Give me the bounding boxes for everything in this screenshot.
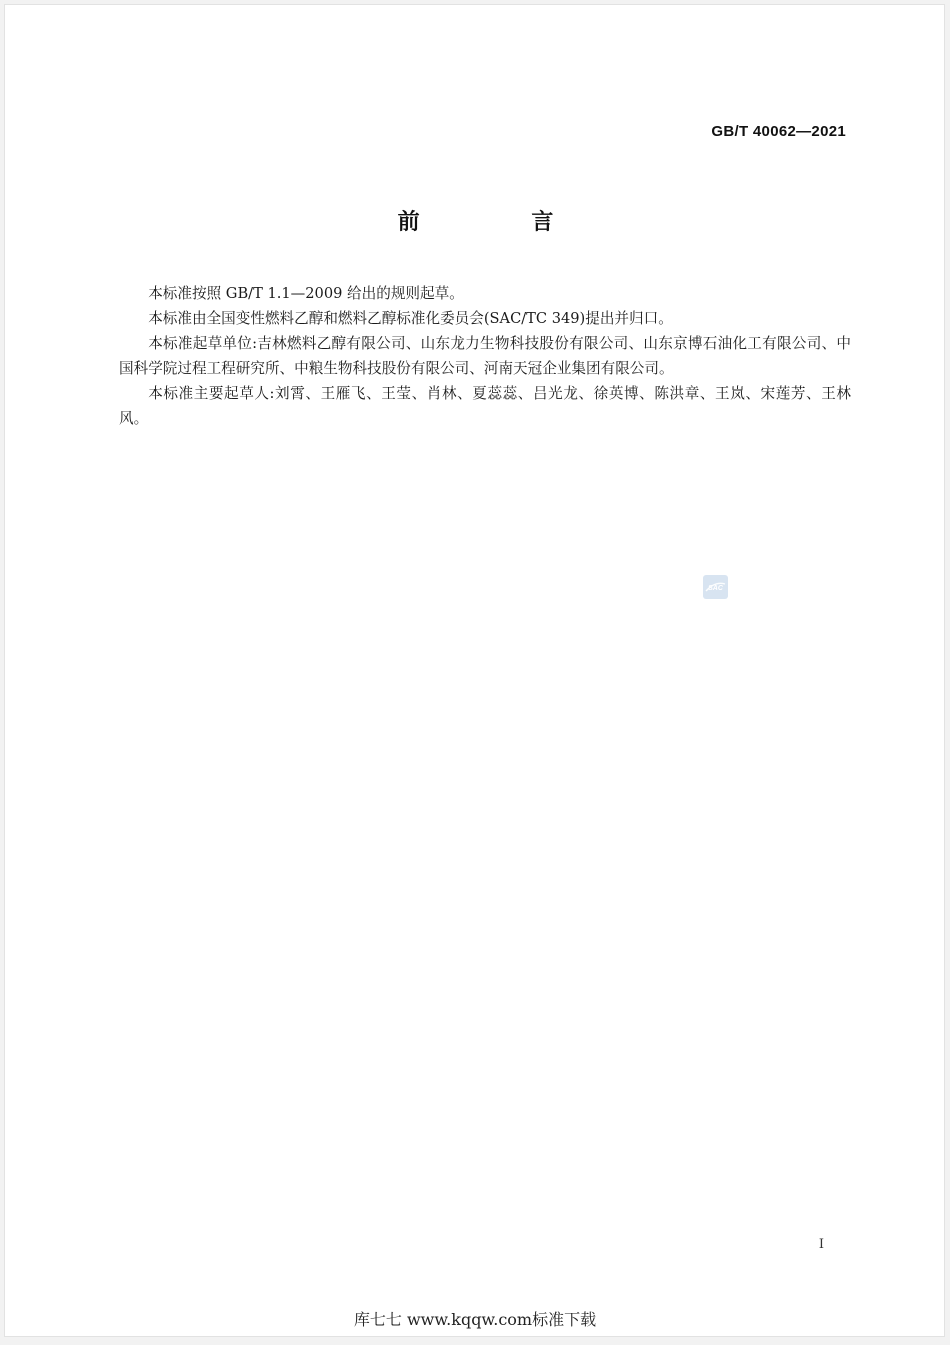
footer-download-note: 库七七 www.kqqw.com标准下载	[353, 1310, 597, 1329]
page-title: 前 言	[397, 210, 606, 235]
page-number: I	[818, 1237, 824, 1252]
paragraph-drafting-rules: 本标准按照 GB/T 1.1—2009 给出的规则起草。	[148, 285, 464, 302]
paragraph-drafters: 本标准主要起草人:刘霄、王雁飞、王莹、肖林、夏蕊蕊、吕光龙、徐英博、陈洪章、王岚、宋莲芳、王林风。	[119, 385, 851, 427]
sac-watermark-icon	[703, 575, 728, 599]
watermark-text: SAC	[708, 585, 723, 592]
standard-code: GB/T 40062—2021	[711, 123, 846, 140]
paragraph-drafting-units: 本标准起草单位:吉林燃料乙醇有限公司、山东龙力生物科技股份有限公司、山东京博石油化工有限公司、中国科学院过程工程研究所、中粮生物科技股份有限公司、河南天冠企业集团有限公司。	[119, 335, 851, 377]
foreword-body	[119, 281, 851, 431]
document-page	[4, 4, 945, 1337]
paragraph-committee: 本标准由全国变性燃料乙醇和燃料乙醇标准化委员会(SAC/TC 349)提出并归口。	[148, 310, 673, 327]
